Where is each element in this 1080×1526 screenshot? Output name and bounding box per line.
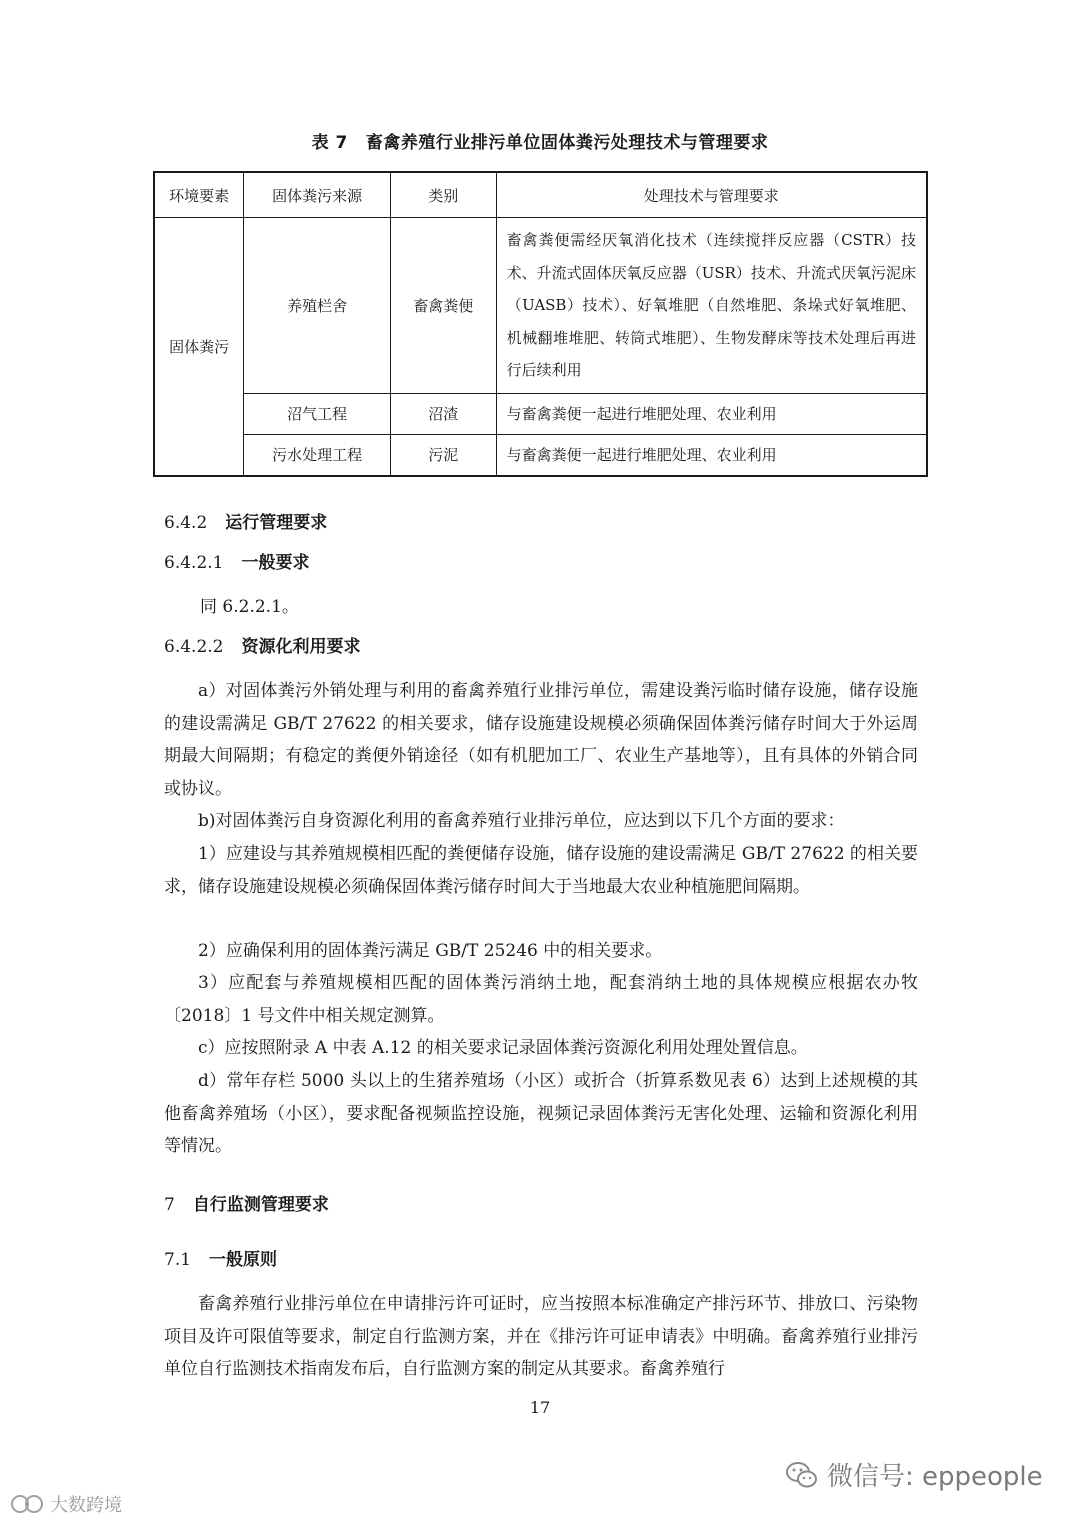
treatment-requirements-table xyxy=(153,171,928,477)
paragraph-b2: 2）应确保利用的固体粪污满足 GB/T 25246 中的相关要求。 xyxy=(198,941,663,961)
table-caption-number: 表 7 xyxy=(311,133,348,153)
paragraph-b: b)对固体粪污自身资源化利用的畜禽养殖行业排污单位，应达到以下几个方面的要求： xyxy=(198,811,845,831)
heading-title: 自行监测管理要求 xyxy=(192,1195,329,1215)
wechat-watermark xyxy=(785,1456,1055,1493)
paragraph-d: d）常年存栏 5000 头以上的生猪养殖场（小区）或折合（折算系数见表 6）达到上述规模的其他畜禽养殖场（小区），要求配备视频监控设施，视频记录固体粪污无害化处理、运输和资源化利用等情况。 xyxy=(164,1071,918,1156)
table-cell-category: 畜禽粪便 xyxy=(390,218,496,394)
paragraph-7-1: 畜禽养殖行业排污单位在申请排污许可证时，应当按照本标准确定产排污环节、排放口、污染物项目及许可限值等要求，制定自行监测方案，并在《排污许可证申请表》中明确。畜禽养殖行业排污单位自行监测技术指南发布后，自行监测方案的制定从其要求。畜禽养殖行 xyxy=(164,1294,918,1379)
table-row xyxy=(154,434,927,476)
heading-title: 一般要求 xyxy=(241,553,310,573)
heading-number: 6.4.2.1 xyxy=(164,553,224,573)
table-cell-requirement: 畜禽粪便需经厌氧消化技术（连续搅拌反应器（CSTR）技术、升流式固体厌氧反应器（USR）技术、升流式厌氧污泥床（UASB）技术）、好氧堆肥（自然堆肥、条垛式好氧堆肥、机械翻堆堆肥、转筒式堆肥）、生物发酵床等技术处理后再进行后续利用 xyxy=(496,218,927,394)
heading-number: 6.4.2 xyxy=(164,513,208,533)
brand-logo-icon xyxy=(10,1493,46,1515)
table-header: 固体粪污来源 xyxy=(244,172,391,218)
table-cell-requirement: 与畜禽粪便一起进行堆肥处理、农业利用 xyxy=(496,434,927,476)
table-header: 处理技术与管理要求 xyxy=(496,172,927,218)
table-row xyxy=(154,393,927,434)
table-header: 环境要素 xyxy=(154,172,244,218)
heading-number: 6.4.2.2 xyxy=(164,637,224,657)
page-number: 17 xyxy=(529,1398,551,1417)
table-row xyxy=(154,218,927,394)
heading-7 xyxy=(164,1190,329,1215)
heading-title: 资源化利用要求 xyxy=(241,637,361,657)
heading-number: 7 xyxy=(164,1195,175,1215)
table-cell-source: 沼气工程 xyxy=(244,393,391,434)
paragraph-a: a）对固体粪污外销处理与利用的畜禽养殖行业排污单位，需建设粪污临时储存设施，储存设施的建设需满足 GB/T 27622 的相关要求，储存设施建设规模必须确保固体粪污储存时间大于外运周期最大间隔期；有稳定的粪便外销途径（如有机肥加工厂、农业生产基地等），且有具体的外销合同或协议。 xyxy=(164,681,918,799)
table-caption xyxy=(0,128,1080,153)
heading-title: 运行管理要求 xyxy=(225,513,328,533)
brand-name: 大数跨境 xyxy=(50,1495,122,1516)
table-cell-category: 污泥 xyxy=(390,434,496,476)
heading-title: 一般原则 xyxy=(209,1250,278,1270)
body-6-4-2-1: 同 6.2.2.1。 xyxy=(200,597,299,617)
table-header-row xyxy=(154,172,927,218)
table-cell-source: 污水处理工程 xyxy=(244,434,391,476)
table-cell-requirement: 与畜禽粪便一起进行堆肥处理、农业利用 xyxy=(496,393,927,434)
table-cell-source: 养殖栏舍 xyxy=(244,218,391,394)
heading-6-4-2-1 xyxy=(164,548,309,573)
paragraph-b1: 1）应建设与其养殖规模相匹配的粪便储存设施，储存设施的建设需满足 GB/T 27622 的相关要求，储存设施建设规模必须确保固体粪污储存时间大于当地最大农业种植施肥间隔期。 xyxy=(164,844,918,897)
heading-6-4-2 xyxy=(164,508,327,533)
table-cell-category: 沼渣 xyxy=(390,393,496,434)
heading-6-4-2-2 xyxy=(164,632,360,657)
brand-watermark xyxy=(10,1491,122,1517)
paragraph-b3: 3）应配套与养殖规模相匹配的固体粪污消纳土地，配套消纳土地的具体规模应根据农办牧〔2018〕1 号文件中相关规定测算。 xyxy=(164,973,918,1026)
heading-number: 7.1 xyxy=(164,1250,192,1270)
wechat-id: 微信号: eppeople xyxy=(827,1462,1043,1492)
heading-7-1 xyxy=(164,1245,277,1270)
table-caption-title: 畜禽养殖行业排污单位固体粪污处理技术与管理要求 xyxy=(365,133,769,153)
wechat-icon xyxy=(785,1460,819,1490)
table-header: 类别 xyxy=(390,172,496,218)
table-cell-element: 固体粪污 xyxy=(154,218,244,476)
paragraph-c: c）应按照附录 A 中表 A.12 的相关要求记录固体粪污资源化利用处理处置信息。 xyxy=(198,1038,808,1058)
